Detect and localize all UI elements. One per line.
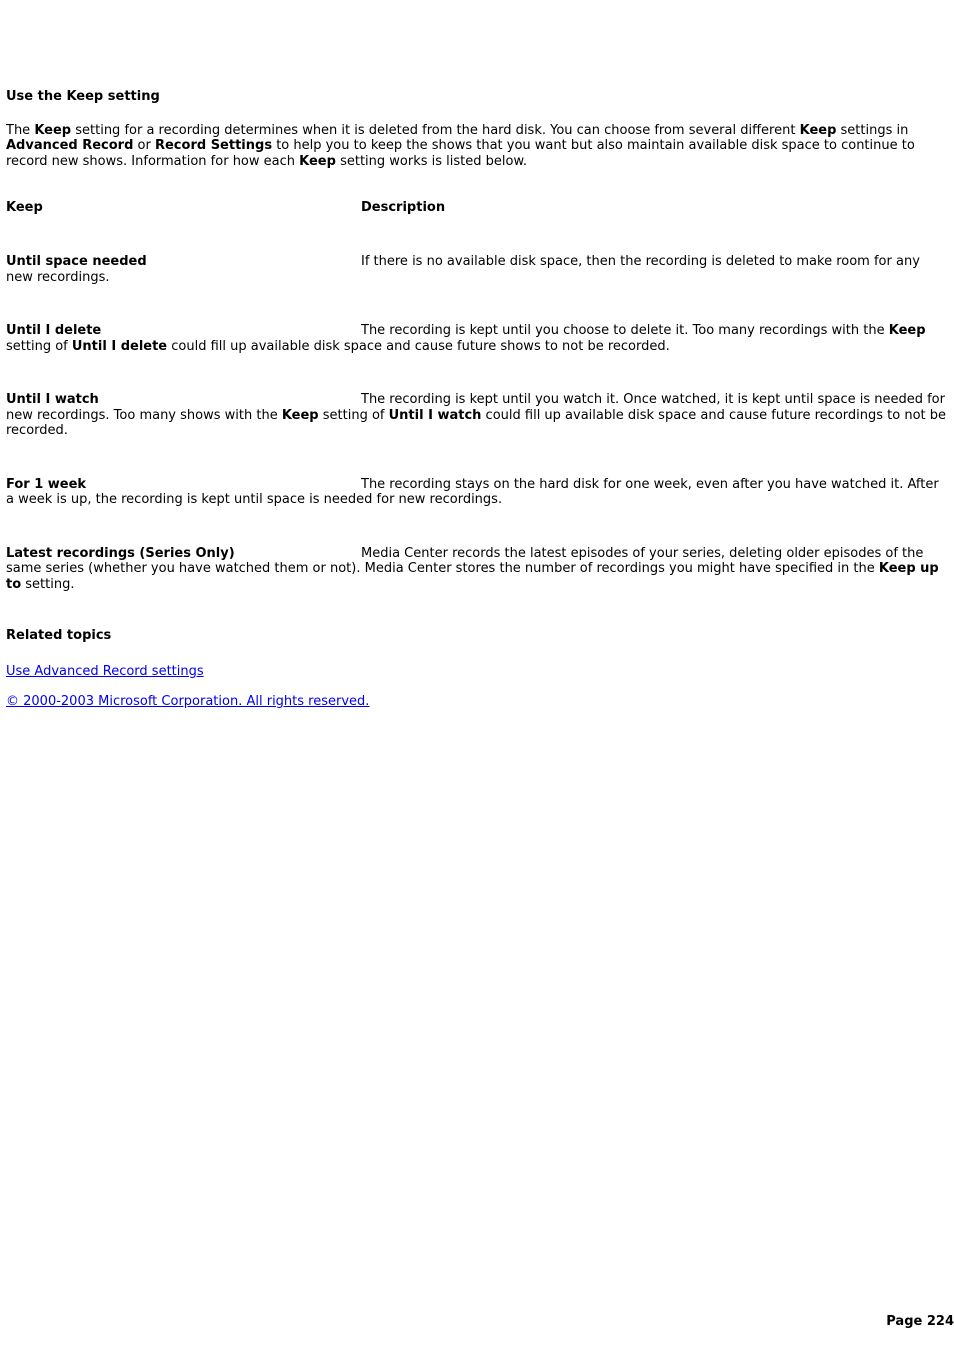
keep-term: Until I delete — [6, 323, 102, 338]
intro-bold: Advanced Record — [6, 138, 134, 153]
desc-text: The recording stays on the hard disk for one week, even after you have watched it. After a week is up, the recording is kept until space is needed for new recordings. — [6, 476, 939, 507]
intro-text: setting works is listed below. — [335, 153, 528, 169]
document-page — [6, 89, 946, 710]
intro-bold: Keep — [799, 122, 837, 138]
intro-bold: Record Settings — [154, 138, 273, 153]
intro-text: setting for a recording determines when it is deleted from the hard disk. You can choose from several different — [71, 122, 800, 138]
intro-text: The — [6, 122, 35, 138]
intro-text: to help you to keep the shows that you want but also maintain available disk space to continue to record new shows. Information for how each — [6, 138, 915, 169]
desc-text: setting of — [6, 338, 72, 354]
desc-text: setting of — [318, 407, 389, 423]
keep-term: For 1 week — [6, 476, 87, 492]
intro-bold: Keep — [34, 122, 72, 138]
section-heading: Use the Keep setting — [6, 89, 160, 104]
desc-text: setting. — [21, 576, 75, 592]
column-header-description: Description — [361, 200, 446, 215]
desc-bold: Keep — [888, 323, 926, 338]
table-row — [6, 477, 946, 508]
table-row — [6, 254, 946, 285]
desc-text: If there is no available disk space, then the recording is deleted to make room for any new recordings. — [6, 254, 920, 285]
desc-bold: Until I delete — [71, 338, 168, 354]
keep-term: Until I watch — [6, 392, 99, 407]
keep-description — [6, 254, 946, 285]
advanced-record-settings-link[interactable]: Use Advanced Record settings — [6, 663, 204, 679]
keep-term: Until space needed — [6, 254, 147, 269]
intro-paragraph — [6, 123, 946, 170]
copyright-link[interactable]: © 2000-2003 Microsoft Corporation. All rights reserved. — [6, 694, 370, 709]
table-row — [6, 323, 946, 354]
desc-bold: Keep — [281, 407, 319, 423]
keep-description — [6, 477, 946, 508]
table-row — [6, 546, 946, 593]
intro-text: settings in — [836, 122, 909, 138]
desc-bold: Until I watch — [388, 407, 482, 423]
desc-text: Media Center records the latest episodes of your series, deleting older episodes of the same series (whether you have watched them or not). Media Center stores the number of recordings you might have specified in the — [6, 545, 924, 576]
desc-text: could fill up available disk space and cause future recordings to not be recorded. — [6, 407, 947, 438]
intro-bold: Keep — [299, 153, 336, 169]
desc-text: The recording is kept until you watch it. Once watched, it is kept until space is needed for new recordings. Too many shows with the — [6, 392, 945, 423]
column-header-keep: Keep — [6, 200, 43, 215]
related-topics-heading: Related topics — [6, 628, 112, 643]
intro-text: or — [133, 138, 155, 153]
keep-description — [6, 323, 946, 354]
keep-description — [6, 392, 946, 439]
desc-text: could fill up available disk space and cause future shows to not be recorded. — [167, 338, 670, 354]
table-header-row — [6, 200, 946, 216]
page-number: Page 224 — [886, 1314, 954, 1329]
table-row — [6, 392, 946, 439]
desc-bold: Keep up to — [6, 561, 939, 592]
desc-text: The recording is kept until you choose to delete it. Too many recordings with the — [361, 323, 889, 338]
keep-term: Latest recordings (Series Only) — [6, 545, 235, 561]
